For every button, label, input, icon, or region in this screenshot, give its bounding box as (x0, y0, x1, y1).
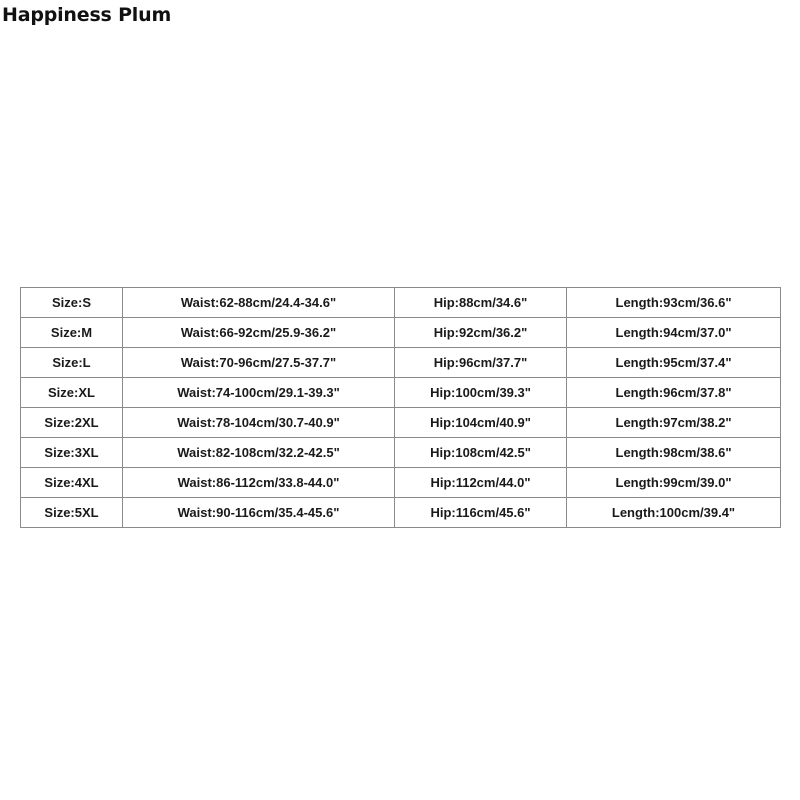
length-cell: Length:100cm/39.4" (567, 498, 781, 528)
hip-cell: Hip:112cm/44.0" (395, 468, 567, 498)
length-cell: Length:93cm/36.6" (567, 288, 781, 318)
length-cell: Length:99cm/39.0" (567, 468, 781, 498)
table-row (21, 498, 781, 528)
hip-cell: Hip:92cm/36.2" (395, 318, 567, 348)
waist-cell: Waist:90-116cm/35.4-45.6" (123, 498, 395, 528)
waist-cell: Waist:66-92cm/25.9-36.2" (123, 318, 395, 348)
waist-cell: Waist:78-104cm/30.7-40.9" (123, 408, 395, 438)
size-cell: Size:XL (21, 378, 123, 408)
size-cell: Size:3XL (21, 438, 123, 468)
length-cell: Length:95cm/37.4" (567, 348, 781, 378)
table-row (21, 318, 781, 348)
brand-logo-text: Happiness Plum (2, 4, 172, 26)
waist-cell: Waist:70-96cm/27.5-37.7" (123, 348, 395, 378)
hip-cell: Hip:88cm/34.6" (395, 288, 567, 318)
table-row (21, 348, 781, 378)
table-row (21, 438, 781, 468)
size-cell: Size:L (21, 348, 123, 378)
length-cell: Length:94cm/37.0" (567, 318, 781, 348)
size-cell: Size:5XL (21, 498, 123, 528)
table-row (21, 468, 781, 498)
table-row (21, 288, 781, 318)
waist-cell: Waist:86-112cm/33.8-44.0" (123, 468, 395, 498)
waist-cell: Waist:74-100cm/29.1-39.3" (123, 378, 395, 408)
hip-cell: Hip:104cm/40.9" (395, 408, 567, 438)
table-row (21, 408, 781, 438)
length-cell: Length:98cm/38.6" (567, 438, 781, 468)
size-cell: Size:2XL (21, 408, 123, 438)
waist-cell: Waist:62-88cm/24.4-34.6" (123, 288, 395, 318)
size-cell: Size:M (21, 318, 123, 348)
hip-cell: Hip:108cm/42.5" (395, 438, 567, 468)
length-cell: Length:96cm/37.8" (567, 378, 781, 408)
size-cell: Size:4XL (21, 468, 123, 498)
hip-cell: Hip:96cm/37.7" (395, 348, 567, 378)
size-chart-table (20, 287, 781, 528)
size-cell: Size:S (21, 288, 123, 318)
table-row (21, 378, 781, 408)
hip-cell: Hip:116cm/45.6" (395, 498, 567, 528)
waist-cell: Waist:82-108cm/32.2-42.5" (123, 438, 395, 468)
hip-cell: Hip:100cm/39.3" (395, 378, 567, 408)
length-cell: Length:97cm/38.2" (567, 408, 781, 438)
